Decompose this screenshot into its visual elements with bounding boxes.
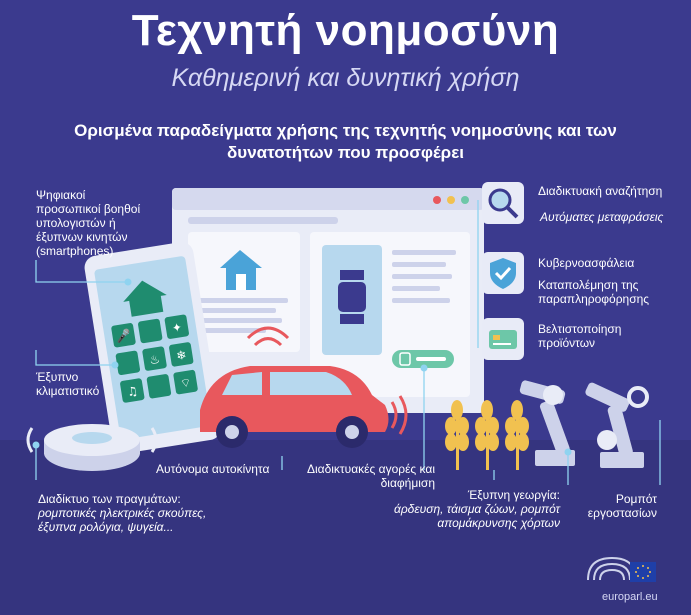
label-thermostat: Έξυπνο κλιματιστικό <box>36 370 100 398</box>
label-farming-examples: άρδευση, τάισμα ζώων, ρομπότ απομάκρυνσης χόρτων <box>393 502 560 530</box>
search-icon-box <box>482 182 524 224</box>
flame-icon: ♨ <box>148 351 162 368</box>
wheat <box>445 400 529 470</box>
shield-icon-box <box>482 252 524 294</box>
shield-icon <box>482 252 524 294</box>
credit-card-icon-box <box>482 318 524 360</box>
lead-text: Ορισμένα παραδείγματα χρήσης της τεχνητής νοημοσύνης και των δυνατοτήτων που προσφέρει <box>74 121 617 162</box>
label-robots: Ρομπότ εργοστασίων <box>587 492 657 520</box>
label-shopping: Διαδικτυακές αγορές και διαφήμιση <box>306 462 435 490</box>
label-disinfo: Καταπολέμηση της παραπληροφόρησης <box>538 278 650 306</box>
gear-icon <box>629 388 647 406</box>
label-iot-title: Διαδίκτυο των πραγμάτων: <box>38 492 181 506</box>
page-title: Τεχνητή νοημοσύνη <box>131 6 560 55</box>
page-subtitle: Καθημερινή και δυνητική χρήση <box>171 64 520 92</box>
eu-flag-icon <box>630 562 656 582</box>
label-cars: Αυτόνομα αυτοκίνητα <box>156 462 270 476</box>
label-farming <box>360 488 560 530</box>
label-assistants: Ψηφιακοί προσωπικοί βοηθοί υπολογιστών ή έξυπνων κινητών (smartphones) <box>36 188 141 258</box>
music-icon: ♫ <box>125 383 139 400</box>
bulb-icon: ✦ <box>170 320 184 336</box>
label-search: Διαδικτυακή αναζήτηση <box>538 184 663 198</box>
search-icon <box>482 182 524 224</box>
label-cyber: Κυβερνοασφάλεια <box>538 256 635 270</box>
credit-card-icon <box>482 318 524 360</box>
microphone-icon: 🎤 <box>115 328 133 345</box>
label-translation: Αυτόματες μεταφράσεις <box>540 210 664 224</box>
label-farming-title: Έξυπνη γεωργία: <box>467 488 560 502</box>
label-iot <box>38 492 238 534</box>
footer-site: europarl.eu <box>602 591 658 603</box>
label-iot-examples: ρομποτικές ηλεκτρικές σκούπες, έξυπνα ρολόγια, ψυγεία... <box>38 506 207 534</box>
smartwatch-icon <box>338 282 366 312</box>
wifi-icon: ⌔ <box>179 375 193 391</box>
label-optimization: Βελτιστοποίηση προϊόντων <box>538 322 622 350</box>
snowflake-icon: ❄ <box>175 347 188 364</box>
